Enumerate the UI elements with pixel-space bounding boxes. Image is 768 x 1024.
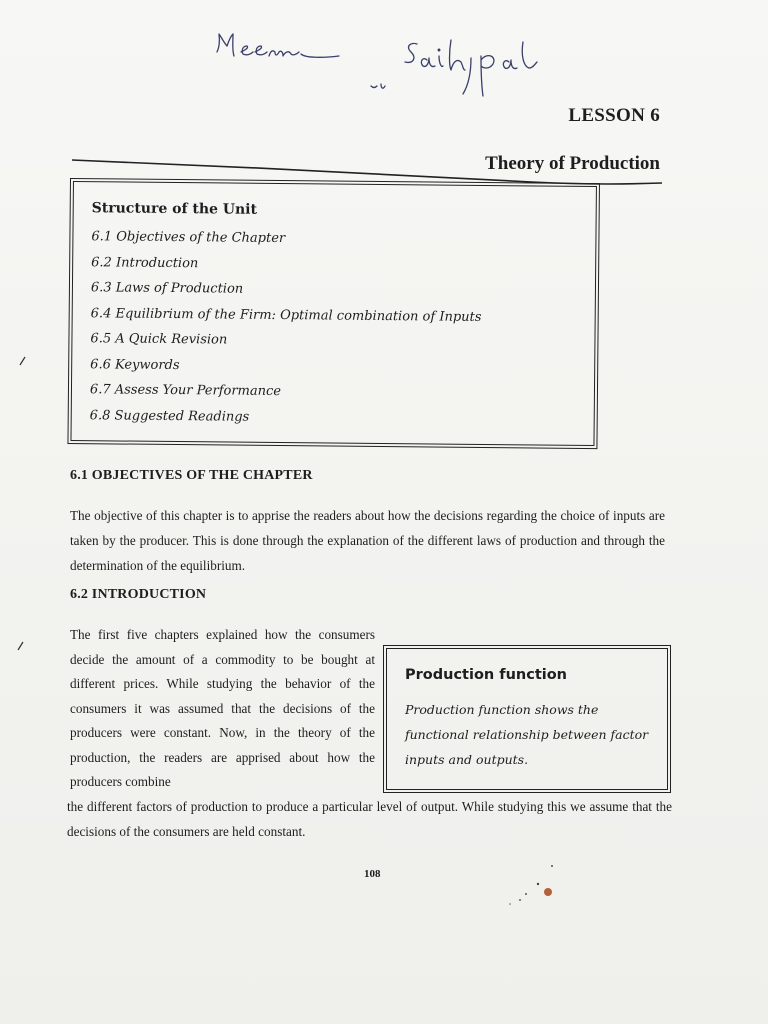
- structure-item: 6.8 Suggested Readings: [89, 407, 250, 425]
- structure-list: [90, 224, 483, 432]
- section-heading-objectives: 6.1 OBJECTIVES OF THE CHAPTER: [70, 468, 313, 483]
- structure-item: 6.1 Objectives of the Chapter: [91, 229, 286, 247]
- structure-heading: Structure of the Unit: [91, 200, 258, 218]
- production-function-box: [383, 645, 671, 793]
- ink-splatter: [492, 860, 562, 910]
- introduction-paragraph-continued: the different factors of production to produce a particular level of output. While studying this we assume that the decisions of the consumers are held constant.: [67, 799, 672, 839]
- structure-item: 6.6 Keywords: [90, 356, 180, 373]
- objectives-paragraph: The objective of this chapter is to apprise the readers about how the decisions regarding the choice of inputs are taken by the producer. This is done through the explanation of the different laws of production and through the determination of the equilibrium.: [70, 508, 665, 573]
- structure-item: 6.2 Introduction: [91, 254, 199, 271]
- structure-box: [67, 178, 600, 449]
- pen-mark: [18, 355, 28, 367]
- lesson-number: LESSON 6: [568, 105, 660, 126]
- handwritten-signature: [205, 22, 585, 112]
- structure-item: 6.7 Assess Your Performance: [89, 382, 282, 400]
- section-heading-introduction: 6.2 INTRODUCTION: [70, 587, 207, 602]
- structure-item: 6.4 Equilibrium of the Firm: Optimal combination of Inputs: [90, 305, 482, 325]
- chapter-title: Theory of Production: [485, 153, 660, 174]
- structure-item: 6.3 Laws of Production: [90, 280, 244, 297]
- page-number: 108: [364, 868, 381, 880]
- production-function-definition: Production function shows the functional relationship between factor inputs and outputs.: [405, 702, 649, 767]
- production-function-title: Production function: [405, 667, 568, 683]
- pen-mark: [16, 640, 26, 652]
- structure-item: 6.5 A Quick Revision: [90, 331, 228, 348]
- introduction-paragraph: The first five chapters explained how the consumers decide the amount of a commodity to be bought at different prices. While studying the behavior of the consumers it was assumed that the decisions of the producers were constant. Now, in the theory of the production, the readers are apprised about how the producers combine: [70, 627, 375, 789]
